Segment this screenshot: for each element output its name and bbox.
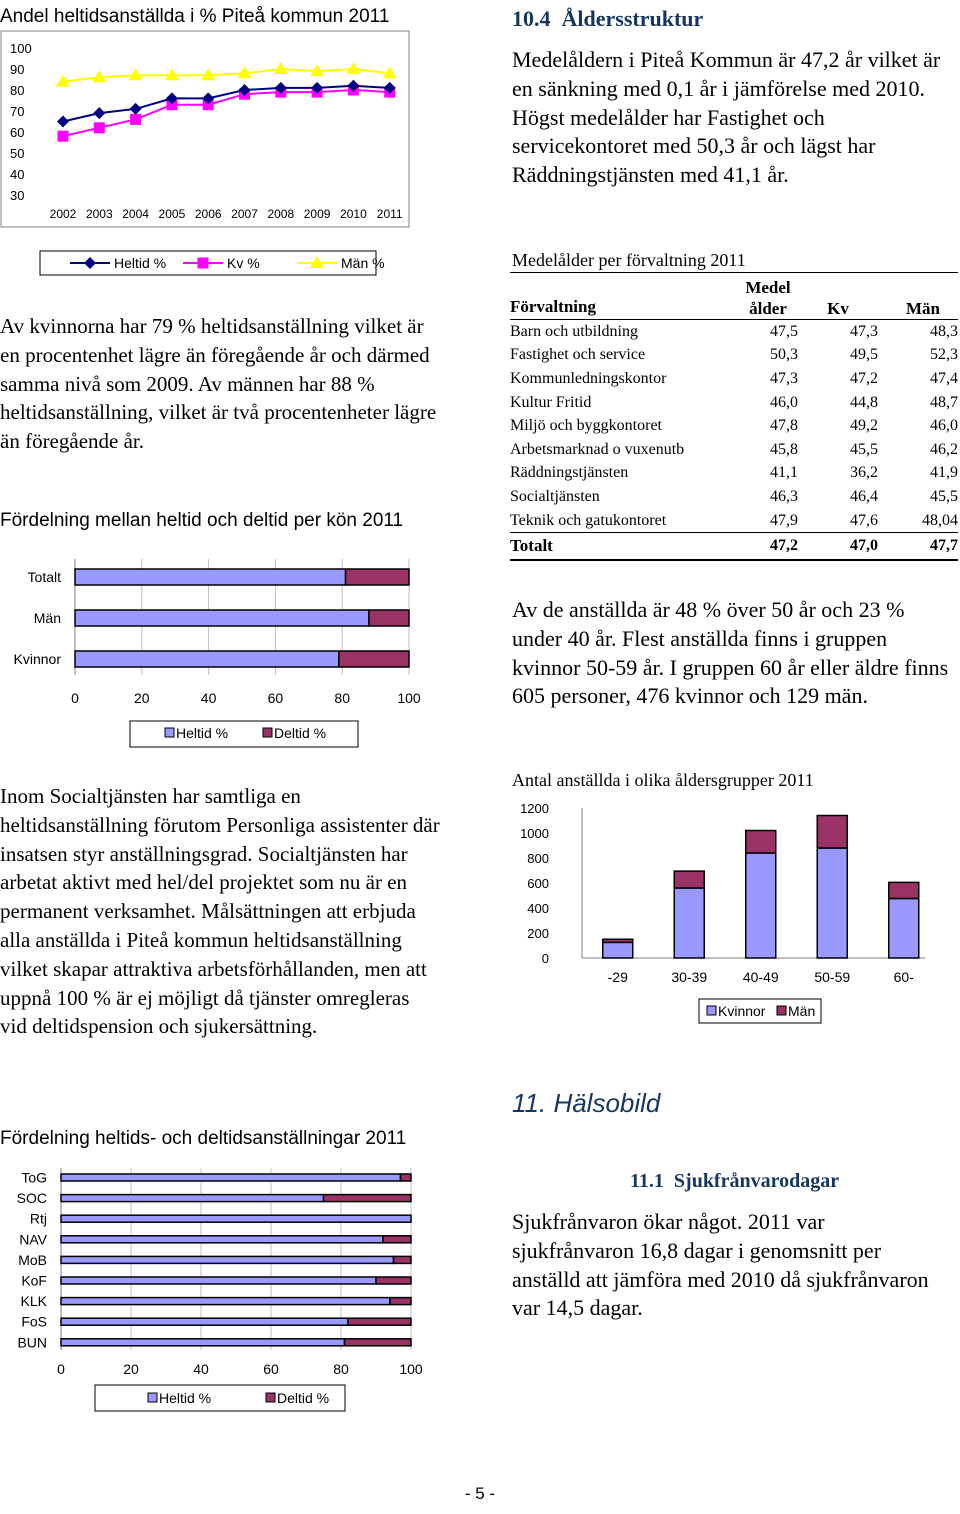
department-cell: Kultur Fritid [510,393,592,411]
category-label: MoB [18,1251,47,1268]
table-row [510,485,958,509]
total-median: 47,2 [738,533,798,561]
y-tick-label: 40 [10,167,25,182]
value-cell: 50,3 [770,346,798,364]
y-tick-label: 100 [10,41,32,56]
data-point [130,114,141,125]
x-tick-label: 2010 [340,207,367,221]
value-cell: 47,5 [770,322,798,340]
value-cell: 49,5 [850,346,878,364]
department-cell: Kommunledningskontor [510,369,667,387]
x-tick-label: 2011 [376,207,403,221]
table-row [510,462,958,486]
bar-segment [383,1236,411,1243]
header-men: Män [878,273,958,320]
section-11-1-heading [630,1170,839,1193]
value-cell: 47,8 [770,417,798,435]
y-tick-label: 600 [527,876,549,891]
x-tick-label: 100 [399,1361,423,1377]
category-label: KLK [20,1293,47,1310]
x-tick-label: 0 [57,1361,65,1377]
bar-segment [674,871,704,888]
y-tick-label: 0 [541,951,549,966]
y-tick-label: 1200 [520,801,549,816]
legend-label: Män % [341,255,385,271]
subsection-number: 11.1 [630,1170,664,1192]
paragraph-social-services: Inom Socialtjänsten har samtliga en heltidsanställning förutom Personliga assistenter där insatsen styr anställningsgrad. Socialtjänsten har arbetat aktivt med hel/del projektet som nu är en permanent verksamhet. Målsättningen att erbjuda alla anställda i Piteå kommun heltidsanställning vilket skapar attraktiva arbetsförhållanden, men att uppnå 100 % är ej möjligt då tjänster omregleras vid deltidspension och sjukersättning. [0,784,440,1039]
x-tick-label: 80 [333,1361,349,1377]
paragraph-sick-leave: Sjukfrånvaron ökar något. 2011 var sjukfrånvaron 16,8 dagar i genomsnitt per anställd att jämföra med 2010 då sjukfrånvaron var 14,5 dagar. [512,1209,929,1321]
header-department: Förvaltning [510,273,738,320]
bar-segment [394,1256,412,1263]
y-tick-label: 80 [10,83,25,98]
bar-segment [61,1174,401,1181]
bar-segment [603,942,633,958]
value-cell: 47,4 [930,369,958,387]
dept-chart-title: Fördelning heltids- och deltidsanställningar 2011 [0,1128,407,1149]
total-women: 47,0 [798,533,878,561]
x-tick-label: 20 [134,690,150,706]
section-10-4-heading [512,6,703,32]
y-tick-label: 200 [527,926,549,941]
x-tick-label: 2009 [303,207,331,221]
value-cell: 46,2 [930,440,958,458]
bar-segment [339,651,409,667]
x-tick-label: 0 [71,690,79,706]
bar-segment [674,888,704,958]
table-row [510,391,958,415]
category-label: ToG [21,1169,47,1186]
x-tick-label: 80 [334,690,350,706]
category-label: FoS [21,1313,47,1330]
y-tick-label: 800 [527,851,549,866]
value-cell: 48,04 [922,511,958,529]
table-row [510,367,958,391]
legend-swatch [777,1006,786,1015]
legend-swatch [165,728,174,737]
header-median-age: Medel ålder [738,273,798,320]
legend-label: Deltid % [274,725,327,741]
value-cell: 49,2 [850,417,878,435]
table-row [510,438,958,462]
value-cell: 47,3 [770,369,798,387]
legend-label: Kv % [227,255,260,271]
category-label: Totalt [27,569,61,585]
bar-segment [348,1318,411,1325]
bar-segment [61,1195,324,1202]
category-label: KoF [21,1272,47,1289]
table-row [510,344,958,368]
bar-segment [324,1195,412,1202]
value-cell: 47,2 [850,369,878,387]
y-tick-label: 60 [10,125,25,140]
legend-label: Heltid % [114,255,167,271]
value-cell: 36,2 [850,464,878,482]
y-tick-label: 1000 [520,826,549,841]
x-tick-label: 2003 [85,207,113,221]
bar-segment [390,1298,411,1305]
bar-segment [889,899,919,959]
category-label: SOC [16,1190,47,1207]
value-cell: 47,3 [850,322,878,340]
bar-segment [61,1277,376,1284]
value-cell: 45,5 [850,440,878,458]
paragraph-median-age: Medelåldern i Piteå Kommun är 47,2 år vilket är en sänkning med 0,1 år i jämförelse med 2010. Högst medelålder har Fastighet och servicekontoret med 50,3 år och lägst har Räddningstjänsten med 41,1 år. [512,47,941,188]
total-men: 47,7 [878,533,958,561]
bar-segment [889,882,919,898]
department-cell: Socialtjänsten [510,487,600,505]
x-tick-label: 40-49 [742,969,779,985]
bar-segment [369,610,409,626]
bar-segment [75,569,346,585]
legend-swatch [148,1393,157,1402]
bar-segment [61,1256,394,1263]
bar-segment [75,651,339,667]
x-tick-label: 60 [267,690,284,706]
paragraph-women-fulltime: Av kvinnorna har 79 % heltidsanställning vilket är en procentenhet lägre än föregående år och därmed samma nivå som 2009. Av männen har 88 % heltidsanställning, vilket är två procentenheter lägre än föregående år. [0,314,437,454]
age-chart-title: Antal anställda i olika åldersgrupper 2011 [512,770,814,790]
gender-chart [0,545,430,750]
x-tick-label: 2008 [267,207,295,221]
x-tick-label: 2006 [194,207,222,221]
department-cell: Teknik och gatukontoret [510,511,667,529]
bar-segment [61,1339,345,1346]
legend-label: Heltid % [176,725,229,741]
x-tick-label: 2007 [231,207,258,221]
x-tick-label: 2002 [49,207,77,221]
legend-label: Deltid % [277,1390,330,1406]
data-point [94,122,105,133]
header-women: Kv [798,273,878,320]
x-tick-label: 60 [263,1361,279,1377]
x-tick-label: 20 [123,1361,139,1377]
value-cell: 41,9 [930,464,958,482]
table-header-row [510,273,958,320]
bar-segment [345,1339,412,1346]
department-cell: Fastighet och service [510,346,646,364]
category-label: Män [33,610,61,626]
median-age-table [510,272,958,561]
line-chart [0,30,420,280]
bar-segment [61,1318,348,1325]
value-cell: 45,8 [770,440,798,458]
x-tick-label: 50-59 [814,969,851,985]
x-tick-label: 60- [893,969,914,985]
category-label: NAV [19,1231,47,1248]
total-label: Totalt [510,533,738,561]
value-cell: 44,8 [850,393,878,411]
x-tick-label: 2005 [158,207,186,221]
legend-swatch [707,1006,716,1015]
value-cell: 48,7 [930,393,958,411]
y-tick-label: 50 [10,146,25,161]
bar-segment [603,939,633,942]
table-row [510,320,958,344]
value-cell: 46,0 [770,393,798,411]
bar-segment [75,610,369,626]
value-cell: 47,9 [770,511,798,529]
data-point [58,131,69,142]
x-tick-label: 100 [397,690,421,706]
bar-segment [746,831,776,854]
y-tick-label: 90 [10,62,25,77]
paragraph-age-groups: Av de anställda är 48 % över 50 år och 23 % under 40 år. Flest anställda finns i gruppen kvinnor 50-59 år. I gruppen 60 år eller äldre finns 605 personer, 476 kvinnor och 129 män. [512,597,949,709]
value-cell: 41,1 [770,464,798,482]
table-row [510,509,958,533]
department-cell: Miljö och byggkontoret [510,417,662,435]
value-cell: 45,5 [930,487,958,505]
bar-segment [61,1215,411,1222]
value-cell: 47,6 [850,511,878,529]
gender-chart-title: Fördelning mellan heltid och deltid per kön 2011 [0,510,404,531]
value-cell: 46,3 [770,487,798,505]
dept-chart [0,1160,430,1420]
value-cell: 48,3 [930,322,958,340]
legend-marker [198,258,209,269]
category-label: Rtj [29,1210,47,1227]
category-label: Kvinnor [13,651,61,667]
department-cell: Räddningstjänsten [510,464,629,482]
bar-segment [746,853,776,958]
value-cell: 52,3 [930,346,958,364]
subsection-title: Sjukfrånvarodagar [673,1170,840,1192]
age-group-chart [505,796,925,1031]
bar-segment [401,1174,412,1181]
value-cell: 46,0 [930,417,958,435]
bar-segment [817,816,847,849]
legend-label: Heltid % [159,1390,212,1406]
department-cell: Arbetsmarknad o vuxenutb [510,440,685,458]
x-tick-label: 2004 [122,207,149,221]
section-title: Åldersstruktur [561,6,704,31]
table-total-row [510,533,958,561]
bar-segment [61,1298,390,1305]
bar-segment [346,569,409,585]
bar-segment [817,848,847,958]
bar-segment [376,1277,411,1284]
y-tick-label: 30 [10,188,25,203]
value-cell: 46,4 [850,487,878,505]
x-tick-label: 30-39 [671,969,708,985]
legend-label: Kvinnor [718,1003,766,1019]
x-tick-label: 40 [200,690,217,706]
department-cell: Barn och utbildning [510,322,638,340]
table-row [510,414,958,438]
x-tick-label: 40 [193,1361,209,1377]
legend-label: Män [788,1003,816,1019]
x-tick-label: -29 [607,969,628,985]
age-table-title: Medelålder per förvaltning 2011 [512,250,746,270]
category-label: BUN [17,1334,47,1351]
legend-swatch [266,1393,275,1402]
bar-segment [61,1236,383,1243]
line-chart-frame [1,31,409,227]
page-number: - 5 - [464,1484,496,1503]
section-number: 10.4 [512,6,551,31]
line-chart-title: Andel heltidsanställda i % Piteå kommun 2011 [0,6,390,27]
section-11-heading: 11. Hälsobild [512,1088,661,1118]
legend-swatch [263,728,272,737]
y-tick-label: 70 [10,104,25,119]
y-tick-label: 400 [527,901,549,916]
